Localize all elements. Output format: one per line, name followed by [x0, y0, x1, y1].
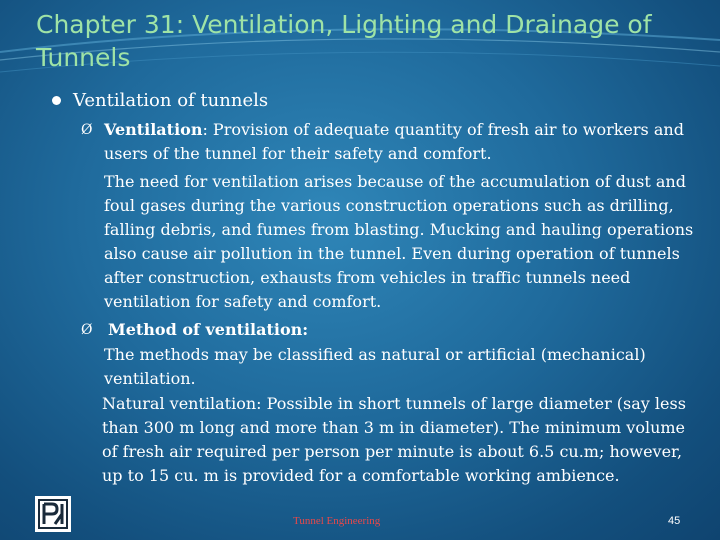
point-heading: Ventilation	[104, 120, 203, 139]
point-ventilation	[104, 118, 696, 166]
institution-logo-icon	[35, 496, 71, 532]
arrow-bullet-icon: Ø	[81, 122, 93, 138]
arrow-bullet-icon: Ø	[81, 322, 93, 338]
page-number: 45	[668, 515, 681, 527]
point-text: : Provision of adequate quantity of fresh air to workers and users of the tunnel for their safety and comfort.	[104, 120, 684, 163]
bullet-dot-icon	[52, 96, 61, 105]
point-methods-classified: The methods may be classified as natural or artificial (mechanical) ventilation.	[104, 345, 646, 388]
footer-text: Tunnel Engineering	[293, 515, 381, 527]
point-method-heading: Method of ventilation:	[108, 320, 309, 339]
bullet-ventilation-of-tunnels	[52, 90, 268, 111]
bullet-label: Ventilation of tunnels	[73, 90, 269, 111]
page-title: Chapter 31: Ventilation, Lighting and Drainage of Tunnels	[36, 10, 652, 72]
point-need-for-ventilation: The need for ventilation arises because of the accumulation of dust and foul gases during the various construction operations such as drilling, falling debris, and fumes from blasting. Mucking and hauling operations also cause air pollution in the tunnel. Even during operation of tunnels after construction, exhausts from vehicles in traffic tunnels need ventilation for safety and comfort.	[104, 172, 694, 311]
point-natural-ventilation: Natural ventilation: Possible in short tunnels of large diameter (say less than 300 m long and more than 3 m in diameter). The minimum volume of fresh air required per person per minute is about 6.5 cu.m; however, up to 15 cu. m is provided for a comfortable working ambience.	[102, 394, 686, 485]
